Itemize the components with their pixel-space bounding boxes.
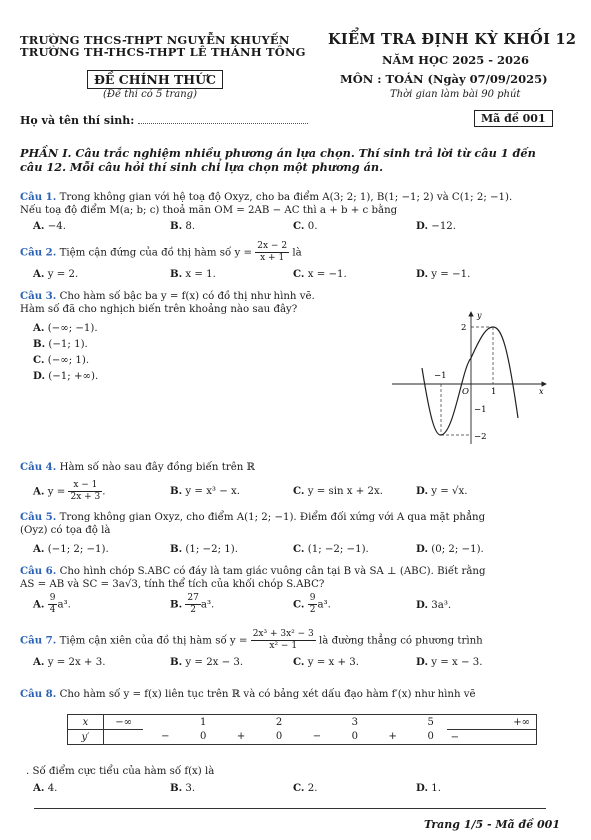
q6-option-a[interactable]: A. $\frac{9}{4}$ a³. <box>33 593 71 615</box>
y-tick-2: 2 <box>461 323 467 333</box>
q4-text: Hàm số nào sau đây đồng biến trên ℝ <box>59 462 255 473</box>
subject: MÔN : TOÁN (Ngày 07/09/2025) <box>340 72 548 86</box>
function-curve <box>422 327 518 435</box>
q3-option-c[interactable]: C. (−∞; 1). <box>33 354 90 366</box>
q8-line <box>20 688 476 700</box>
q2-option-b[interactable]: B. x = 1. <box>170 268 216 280</box>
q1-text-2: Nếu toạ độ điểm M(a; b; c) thoả mãn OM = 2AB − AC thì a + b + c bằng <box>20 205 398 216</box>
x-tick-1: 1 <box>491 387 497 397</box>
q7-line <box>20 629 483 652</box>
q2-line <box>20 241 302 264</box>
q4-option-a[interactable]: A. y = $\frac{x - 1}{2x + 3}$ . <box>33 480 106 502</box>
footer-rule <box>34 808 546 809</box>
school-name-1: TRƯỜNG THCS-THPT NGUYỄN KHUYẾN <box>20 33 290 47</box>
q2-number: Câu 2. <box>20 246 57 259</box>
q6-option-d[interactable]: D. 3a³. <box>416 599 452 611</box>
q3-option-b[interactable]: B. (−1; 1). <box>33 338 88 350</box>
q8-option-b[interactable]: B. 3. <box>170 782 196 794</box>
q1-option-d[interactable]: D. −12. <box>416 220 457 232</box>
q5-text-2: (Oyz) có tọa độ là <box>20 525 111 536</box>
origin-label: O <box>462 387 469 397</box>
q1-option-b[interactable]: B. 8. <box>170 220 196 232</box>
q2-text-a: Tiệm cận đứng của đồ thị hàm số y = <box>59 247 253 259</box>
q4-option-b[interactable]: B. y = x³ − x. <box>170 485 241 497</box>
q2-fraction: $\frac{2x - 2}{x + 1}$ <box>257 241 288 263</box>
sign-table-y-header: y′ <box>68 730 104 745</box>
q7-text-a: Tiệm cận xiên của đồ thị hàm số y = <box>59 635 248 647</box>
q7-option-a[interactable]: A. y = 2x + 3. <box>33 656 106 668</box>
q5-text-1: Trong không gian Oxyz, cho điểm A(1; 2; −1). Điểm đối xứng với A qua mặt phẳng <box>59 512 486 523</box>
q5-option-c[interactable]: C. (1; −2; −1). <box>293 543 369 555</box>
q1-line1 <box>20 191 512 203</box>
q5-option-b[interactable]: B. (1; −2; 1). <box>170 543 238 555</box>
q2-text-b: là <box>292 247 302 259</box>
q1-number: Câu 1. <box>20 191 57 203</box>
q8-option-d[interactable]: D. 1. <box>416 782 442 794</box>
q4-option-d[interactable]: D. y = √x. <box>416 485 468 497</box>
q8-option-c[interactable]: C. 2. <box>293 782 318 794</box>
q8-number: Câu 8. <box>20 688 57 700</box>
x-tick-minus1: −1 <box>434 371 447 381</box>
q5-number: Câu 5. <box>20 511 57 523</box>
y-tick-minus2: −2 <box>474 432 487 442</box>
q4-number: Câu 4. <box>20 461 57 473</box>
q6-line1 <box>20 565 485 577</box>
section-title: PHẦN I. Câu trắc nghiệm nhiều phương án lựa chọn. Thí sinh trả lời từ câu 1 đến câu 12. Mỗi câu hỏi thí sinh chỉ lựa chọn một phương án. <box>20 146 536 174</box>
q2-option-c[interactable]: C. x = −1. <box>293 268 347 280</box>
q1-option-c[interactable]: C. 0. <box>293 220 318 232</box>
q7-text-b: là đường thẳng có phương trình <box>319 635 483 647</box>
q7-fraction: $\frac{\text{2x³ + 3x² − 3}}{\text{x² − 1}}$ <box>252 629 314 651</box>
q6-option-b[interactable]: B. $\frac{27}{2}$ a³. <box>170 593 215 615</box>
y-tick-minus1: −1 <box>474 405 487 415</box>
school-name-2: TRƯỜNG TH-THCS-THPT LÊ THÁNH TÔNG <box>20 45 306 59</box>
q2-option-d[interactable]: D. y = −1. <box>416 268 471 280</box>
y-axis-label: y <box>477 311 482 320</box>
q2-option-a[interactable]: A. y = 2. <box>33 268 79 280</box>
q6-text-1: Cho hình chóp S.ABC có đáy là tam giác vuông cân tại B và SA ⊥ (ABC). Biết rằng <box>59 566 486 577</box>
exam-title: KIỂM TRA ĐỊNH KỲ KHỐI 12 <box>328 31 577 48</box>
q5-line1 <box>20 511 485 523</box>
sign-table-row-x: x −∞ 1 2 3 5 +∞ <box>68 715 537 730</box>
student-label: Họ và tên thí sinh: <box>20 114 135 127</box>
sign-table <box>67 714 537 745</box>
q3-line1 <box>20 290 315 302</box>
page-footer: Trang 1/5 - Mã đề 001 <box>424 818 560 831</box>
q8-after-text: . Số điểm cực tiểu của hàm số f(x) là <box>26 766 215 777</box>
q7-option-d[interactable]: D. y = x − 3. <box>416 656 483 668</box>
q1-option-a[interactable]: A. −4. <box>33 220 66 232</box>
sign-table-row-y: y′ − 0 + 0 − 0 + 0 − <box>68 730 537 745</box>
q7-option-c[interactable]: C. y = x + 3. <box>293 656 359 668</box>
q3-option-d[interactable]: D. (−1; +∞). <box>33 370 99 382</box>
official-badge: ĐỀ CHÍNH THỨC <box>87 70 223 89</box>
q3-number: Câu 3. <box>20 290 57 302</box>
sign-table-x-header: x <box>68 715 104 730</box>
q7-option-b[interactable]: B. y = 2x − 3. <box>170 656 244 668</box>
q4-line <box>20 461 255 473</box>
student-name-row <box>20 113 308 127</box>
student-name-blank[interactable] <box>138 113 308 124</box>
q8-option-a[interactable]: A. 4. <box>33 782 58 794</box>
x-axis-label: x <box>539 387 544 396</box>
q5-option-d[interactable]: D. (0; 2; −1). <box>416 543 484 555</box>
q8-text: Cho hàm số y = f(x) liên tục trên ℝ và có bảng xét dấu đạo hàm f′(x) như hình vẽ <box>59 689 476 700</box>
school-year: NĂM HỌC 2025 - 2026 <box>382 53 530 67</box>
q1-text-1: Trong không gian với hệ toạ độ Oxyz, cho ba điểm A(3; 2; 1), B(1; −1; 2) và C(1; 2; −1). <box>59 192 513 203</box>
q6-number: Câu 6. <box>20 565 57 577</box>
q5-option-a[interactable]: A. (−1; 2; −1). <box>33 543 109 555</box>
q4-option-c[interactable]: C. y = sin x + 2x. <box>293 485 384 497</box>
q3-text-2: Hàm số đã cho nghịch biến trên khoảng nào sau đây? <box>20 304 298 315</box>
q3-option-a[interactable]: A. (−∞; −1). <box>33 322 98 334</box>
exam-code-badge: Mã đề 001 <box>474 110 553 127</box>
q6-text-2: AS = AB và SC = 3a√3, tính thể tích của khối chóp S.ABC? <box>20 579 325 590</box>
q3-graph <box>392 308 552 446</box>
pages-note: (Đề thi có 5 trang) <box>103 89 197 100</box>
q7-number: Câu 7. <box>20 634 57 647</box>
q3-text-1: Cho hàm số bậc ba y = f(x) có đồ thị như hình vẽ. <box>59 291 315 302</box>
q6-option-c[interactable]: C. $\frac{9}{2}$ a³. <box>293 593 331 615</box>
time-note: Thời gian làm bài 90 phút <box>390 89 521 100</box>
